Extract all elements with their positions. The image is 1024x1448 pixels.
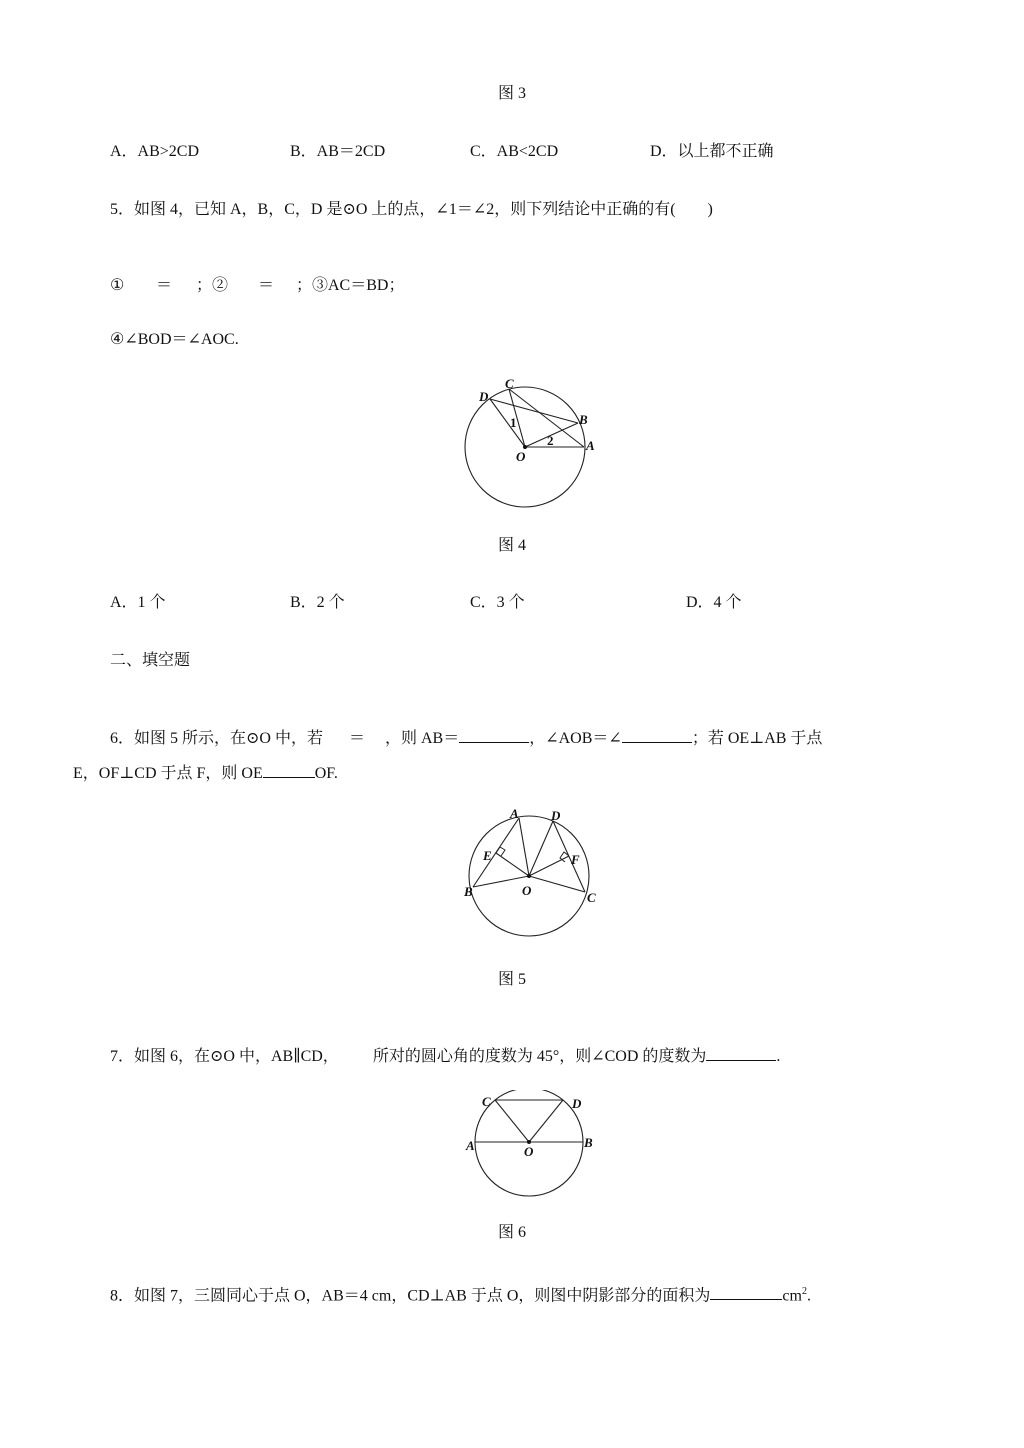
q8-line [110, 1282, 811, 1306]
figure-4-diagram [455, 375, 615, 510]
fig5-label-b: B [464, 884, 473, 899]
q5-equals-1: ＝ [156, 277, 173, 294]
q7-line [110, 1046, 780, 1067]
fig5-line-od [529, 821, 553, 876]
fig6-label-o: O [524, 1144, 534, 1159]
q5-choice-4: ④∠BOD＝∠AOC. [110, 331, 239, 348]
q5-option-c: C．3 个 [470, 594, 525, 611]
fig5-label-a: A [510, 808, 519, 821]
q6-blank-compare[interactable] [263, 763, 315, 778]
fig4-label-c: C [505, 376, 514, 391]
fig4-label-o: O [516, 449, 526, 464]
q6-text-3: ，∠AOB＝∠ [529, 730, 622, 747]
figure-5-caption: 图 5 [497, 971, 526, 988]
q7-blank-angle-cod[interactable] [706, 1046, 776, 1061]
q5-stem: 5．如图 4，已知 A，B，C，D 是⊙O 上的点，∠1＝∠2，则下列结论中正确的有( ) [110, 201, 713, 218]
q8-unit-exponent: 2 [801, 1286, 807, 1297]
q6-line-2 [73, 763, 338, 784]
q5-equals-2: ＝ [258, 277, 275, 294]
section-heading-fill-in: 二、填空题 [110, 652, 191, 669]
figure-6-caption: 图 6 [497, 1224, 526, 1241]
figure-4-caption: 图 4 [497, 537, 526, 554]
figure-5-diagram [455, 808, 615, 942]
q5-choice-2-marker: ；② [196, 277, 229, 294]
q5-option-b: B．2 个 [290, 594, 345, 611]
q8-end: . [806, 1287, 811, 1305]
fig5-label-d: D [551, 808, 561, 823]
fig5-center-dot [527, 874, 531, 878]
q4-option-d: D．以上都不正确 [650, 143, 774, 160]
fig6-label-a: A [466, 1138, 475, 1153]
fig6-label-d: D [572, 1096, 582, 1111]
fig5-label-e: E [483, 848, 492, 863]
fig4-label-b: B [579, 412, 588, 427]
fig6-line-od [529, 1100, 563, 1142]
fig5-label-f: F [571, 852, 580, 867]
fig4-label-angle-1: 1 [510, 415, 517, 430]
q7-text-2: 所对的圆心角的度数为 45°，则∠COD 的度数为 [372, 1048, 707, 1065]
q6-equals: ＝ [348, 730, 365, 747]
q5-choice-1-marker: ① [110, 277, 125, 294]
q6-text-4: ；若 OE⊥AB 于点 [691, 730, 823, 747]
q6-text-2: ，则 AB＝ [384, 730, 460, 747]
q6-blank-ab[interactable] [459, 728, 529, 743]
fig5-label-o: O [522, 883, 532, 898]
q5-option-a: A．1 个 [110, 594, 166, 611]
q6-text-6: OF. [314, 765, 338, 782]
q6-text-5: E，OF⊥CD 于点 F，则 OE [73, 765, 263, 782]
fig4-label-a: A [586, 438, 595, 453]
q6-blank-angle[interactable] [622, 728, 692, 743]
fig5-line-oe [496, 853, 529, 876]
fig6-label-c: C [482, 1094, 491, 1109]
fig4-label-angle-2: 2 [547, 433, 554, 448]
figure-3-caption: 图 3 [497, 85, 526, 102]
q8-text: 8．如图 7，三圆同心于点 O，AB＝4 cm，CD⊥AB 于点 O，则图中阴影部分的面积为 [110, 1287, 711, 1305]
q4-option-c: C．AB<2CD [470, 143, 559, 160]
fig5-line-oa [519, 818, 529, 876]
q7-text-3: . [776, 1048, 781, 1065]
q6-line-1 [110, 728, 822, 749]
fig5-right-angle-e [496, 847, 505, 856]
q8-unit: cm [782, 1287, 802, 1305]
fig5-line-oc [529, 876, 585, 892]
fig4-line-od [490, 399, 525, 447]
q6-text-1: 6．如图 5 所示，在⊙O 中，若 [110, 730, 323, 747]
q4-option-b: B．AB＝2CD [290, 143, 386, 160]
fig5-line-of [529, 856, 569, 876]
fig4-label-d: D [479, 389, 489, 404]
q5-option-d: D．4 个 [686, 594, 742, 611]
q5-choice-3: ；③AC＝BD； [296, 277, 405, 294]
fig6-label-b: B [584, 1135, 593, 1150]
q4-option-a: A．AB>2CD [110, 143, 200, 160]
q7-text-1: 7．如图 6，在⊙O 中，AB∥CD， [110, 1048, 339, 1065]
fig5-label-c: C [587, 890, 596, 905]
fig5-line-ob [473, 876, 529, 887]
figure-6-diagram [455, 1090, 615, 1202]
fig6-line-oc [495, 1100, 529, 1142]
q8-blank-area[interactable] [710, 1285, 782, 1300]
